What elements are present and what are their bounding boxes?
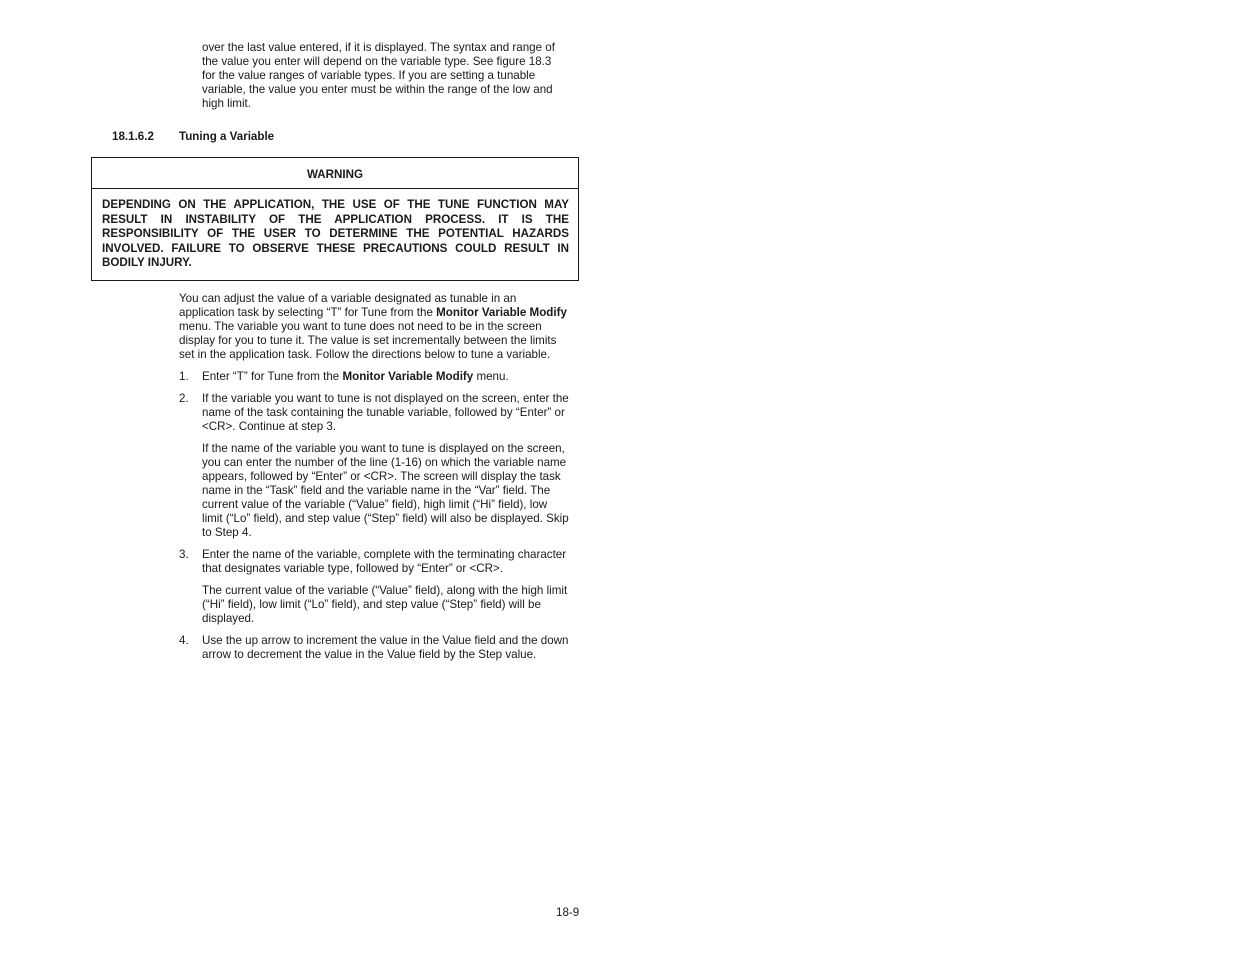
step-number: 3. bbox=[179, 548, 189, 561]
step-number: 1. bbox=[179, 370, 189, 383]
page-number: 18-9 bbox=[556, 906, 580, 919]
main-body bbox=[179, 292, 569, 670]
step-number: 2. bbox=[179, 392, 189, 405]
section-heading bbox=[112, 130, 274, 144]
step-text: Use the up arrow to increment the value in the Value field and the down arrow to decrement the value in the Value field by the Step value. bbox=[202, 634, 569, 661]
step-1 bbox=[179, 370, 569, 384]
step-2 bbox=[179, 392, 569, 434]
step-3-detail: The current value of the variable (“Value” field), along with the high limit (“Hi” field), low limit (“Lo” field), and step value (“Step” field) will be displayed. bbox=[202, 584, 568, 625]
warning-box bbox=[91, 157, 579, 281]
section-number: 18.1.6.2 bbox=[112, 130, 154, 143]
step-3 bbox=[179, 548, 569, 576]
step-2-detail: If the name of the variable you want to tune is displayed on the screen, you can enter the number of the line (1-16) on which the variable name appears, followed by “Enter” or <CR>. The screen will display the task name in the “Task” field and the variable name in the “Var” field. The current value of the variable (“Value” field), high limit (“Hi” field), low limit (“Lo” field), and step value (“Step” field) will also be displayed. Skip to Step 4. bbox=[202, 442, 569, 539]
step-text: Enter the name of the variable, complete with the terminating character that designates variable type, followed by “Enter” or <CR>. bbox=[202, 548, 567, 575]
menu-name-bold: Monitor Variable Modify bbox=[342, 370, 474, 383]
tune-description-text-2: menu. The variable you want to tune does not need to be in the screen display for you to tune it. The value is set incrementally between the limits set in the application task. Follow the directions below to tune a variable. bbox=[179, 320, 557, 361]
intro-paragraph: over the last value entered, if it is displayed. The syntax and range of the value you enter will depend on the variable type. See figure 18.3 for the value ranges of variable types. If you are setting a tunable variable, the value you enter must be within the range of the low and high limit. bbox=[202, 41, 555, 110]
step-text: Enter “T” for Tune from the bbox=[202, 370, 343, 383]
tune-description bbox=[179, 292, 569, 362]
step-text: If the variable you want to tune is not displayed on the screen, enter the name of the task containing the tunable variable, followed by “Enter” or <CR>. Continue at step 3. bbox=[202, 392, 569, 433]
step-4 bbox=[179, 634, 569, 662]
step-number: 4. bbox=[179, 634, 189, 647]
section-title: Tuning a Variable bbox=[179, 130, 275, 143]
tune-description-text: You can adjust the value of a variable designated as tunable in an application task by selecting “T” for Tune from the bbox=[179, 292, 517, 319]
warning-text: DEPENDING ON THE APPLICATION, THE USE OF THE TUNE FUNCTION MAY RESULT IN INSTABILITY OF THE APPLICATION PROCESS. IT IS THE RESPONSIBILITY OF THE USER TO DETERMINE THE POTENTIAL HAZARDS INVOLVED. FAILURE TO OBSERVE THESE PRECAUTIONS COULD RESULT IN BODILY INJURY. bbox=[102, 198, 569, 270]
step-text-end: menu. bbox=[473, 370, 509, 383]
menu-name-bold: Monitor Variable Modify bbox=[436, 306, 567, 319]
warning-title: WARNING bbox=[92, 158, 578, 189]
